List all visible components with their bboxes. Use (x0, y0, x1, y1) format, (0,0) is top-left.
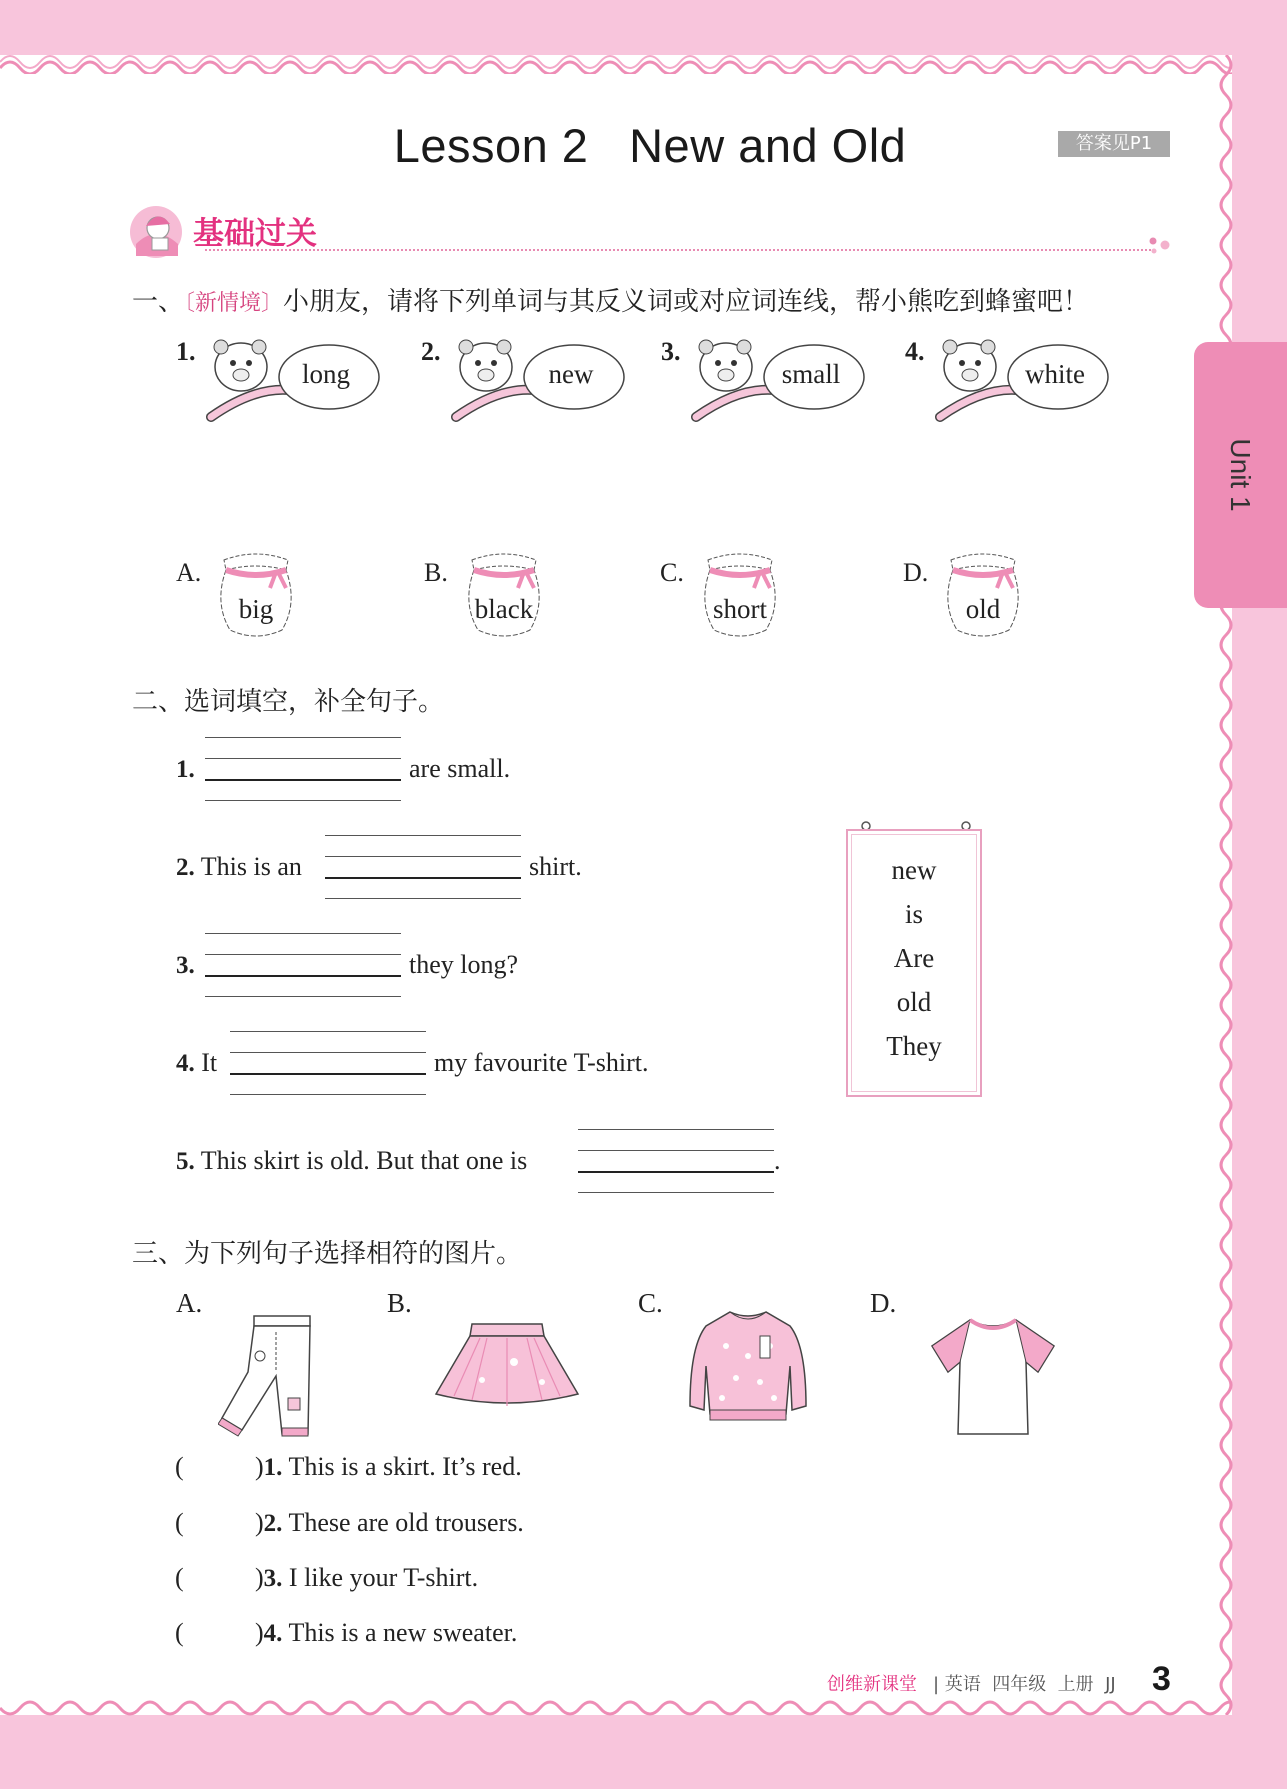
honey-jar-item[interactable] (660, 558, 860, 648)
item-num: 2. (263, 1510, 283, 1537)
jar-word: big (238, 594, 274, 624)
trousers-icon[interactable] (218, 1312, 318, 1440)
jar-word: short (713, 594, 767, 624)
bear-item[interactable] (421, 337, 621, 437)
section2-heading: 二、选词填空，补全句子。 (132, 687, 445, 717)
answer-paren-close: ) (255, 1452, 264, 1481)
section1-tag: 〔新情境〕 (184, 291, 284, 316)
bear-item[interactable] (905, 337, 1105, 437)
item-num: 4. (263, 1620, 283, 1647)
four-line-blank-4[interactable] (230, 1031, 426, 1093)
jar-letter: B. (424, 558, 448, 587)
item-num: 2. (176, 854, 195, 881)
page-title: Lesson 2 New and Old (393, 119, 907, 172)
answer-reference-badge: 答案见P1 (1058, 131, 1170, 157)
item-text: This is a new sweater. (288, 1618, 518, 1647)
word-bank-word: old (896, 987, 932, 1017)
section3-heading: 三、为下列句子选择相符的图片。 (132, 1239, 523, 1269)
word-bank-word: new (891, 855, 937, 885)
fill-item-1-after: are small. (409, 754, 511, 783)
footer-series-name: 创维新课堂 (827, 1674, 917, 1695)
bear-word: small (781, 359, 841, 389)
fill-item-4 (176, 1048, 217, 1078)
picture-label-a: A. (176, 1288, 203, 1318)
section1-heading (132, 281, 1089, 318)
footer-book-info: | 英语 四年级 上册 JJ (933, 1674, 1116, 1695)
picture-label-b: B. (387, 1288, 412, 1318)
honey-jar-item[interactable] (903, 558, 1103, 648)
picture-label-c: C. (638, 1288, 663, 1318)
item-before: This skirt is old. But that one is (200, 1146, 528, 1175)
jar-letter: A. (176, 558, 202, 587)
match-item-2[interactable] (175, 1508, 524, 1538)
word-bank-word: They (886, 1031, 942, 1061)
item-num: 4. (176, 1050, 195, 1077)
section1-prefix: 一、 (132, 287, 185, 317)
bear-word: new (548, 359, 594, 389)
bear-item[interactable] (661, 337, 861, 437)
word-bank-word: Are (893, 943, 935, 973)
jar-letter: C. (660, 558, 684, 587)
item-before: This is an (200, 852, 302, 881)
sweater-icon[interactable] (686, 1306, 810, 1424)
answer-paren-open: ( (175, 1508, 184, 1537)
wavy-border-right (1218, 55, 1240, 1715)
fill-item-5-after: . (774, 1146, 781, 1175)
fill-item-3 (176, 950, 195, 980)
item-before: It (201, 1048, 218, 1077)
page-number: 3 (1152, 1660, 1171, 1698)
item-num: 5. (176, 1148, 195, 1175)
item-text: I like your T-shirt. (288, 1563, 479, 1592)
fill-item-5 (176, 1146, 527, 1176)
jar-letter: D. (903, 558, 929, 587)
fill-item-1 (176, 754, 195, 784)
girl-reading-icon (128, 204, 184, 260)
bear-word: long (301, 359, 350, 389)
four-line-blank-3[interactable] (205, 933, 401, 995)
banner-divider (205, 249, 1155, 251)
jar-word: old (965, 594, 1001, 624)
answer-paren-close: ) (255, 1508, 264, 1537)
picture-label-d: D. (870, 1288, 897, 1318)
item-num: 3. (263, 1565, 283, 1592)
answer-paren-open: ( (175, 1618, 184, 1647)
item-text: This is a skirt. It’s red. (288, 1452, 522, 1481)
jar-word: black (474, 594, 534, 624)
four-line-blank-1[interactable] (205, 737, 401, 799)
four-line-blank-5[interactable] (578, 1129, 774, 1191)
answer-paren-open: ( (175, 1563, 184, 1592)
fill-item-3-after: they long? (409, 950, 519, 979)
bear-num: 1. (176, 337, 196, 366)
skirt-icon[interactable] (432, 1320, 582, 1410)
answer-paren-open: ( (175, 1452, 184, 1481)
four-line-blank-2[interactable] (325, 835, 521, 897)
answer-paren-close: ) (255, 1618, 264, 1647)
bear-item[interactable] (176, 337, 376, 437)
word-bank-word: is (904, 899, 923, 929)
wavy-border-bottom (0, 1700, 1232, 1726)
fill-item-2 (176, 852, 302, 882)
item-num: 1. (176, 756, 195, 783)
match-item-4[interactable] (175, 1618, 517, 1648)
unit-tab-label: Unit 1 (1225, 438, 1256, 512)
section1-instruction: 小朋友，请将下列单词与其反义词或对应词连线，帮小熊吃到蜂蜜吧！ (283, 287, 1090, 317)
match-item-1[interactable] (175, 1452, 522, 1482)
bear-num: 3. (661, 337, 681, 366)
bear-word: white (1025, 359, 1085, 389)
unit-tab (1194, 342, 1287, 608)
section-banner-title: 基础过关 (193, 216, 317, 252)
banner-dots-decoration (1147, 237, 1173, 257)
item-text: These are old trousers. (288, 1508, 524, 1537)
fill-item-2-after: shirt. (529, 852, 582, 881)
fill-item-4-after: my favourite T-shirt. (434, 1048, 649, 1077)
word-bank-box (846, 829, 982, 1097)
tshirt-icon[interactable] (924, 1316, 1062, 1440)
wavy-border-top (0, 48, 1232, 74)
bear-num: 2. (421, 337, 441, 366)
answer-paren-close: ) (255, 1563, 264, 1592)
item-num: 1. (263, 1454, 283, 1481)
match-item-3[interactable] (175, 1563, 478, 1593)
bear-num: 4. (905, 337, 925, 366)
honey-jar-item[interactable] (424, 558, 624, 648)
honey-jar-item[interactable] (176, 558, 376, 648)
item-num: 3. (176, 952, 195, 979)
